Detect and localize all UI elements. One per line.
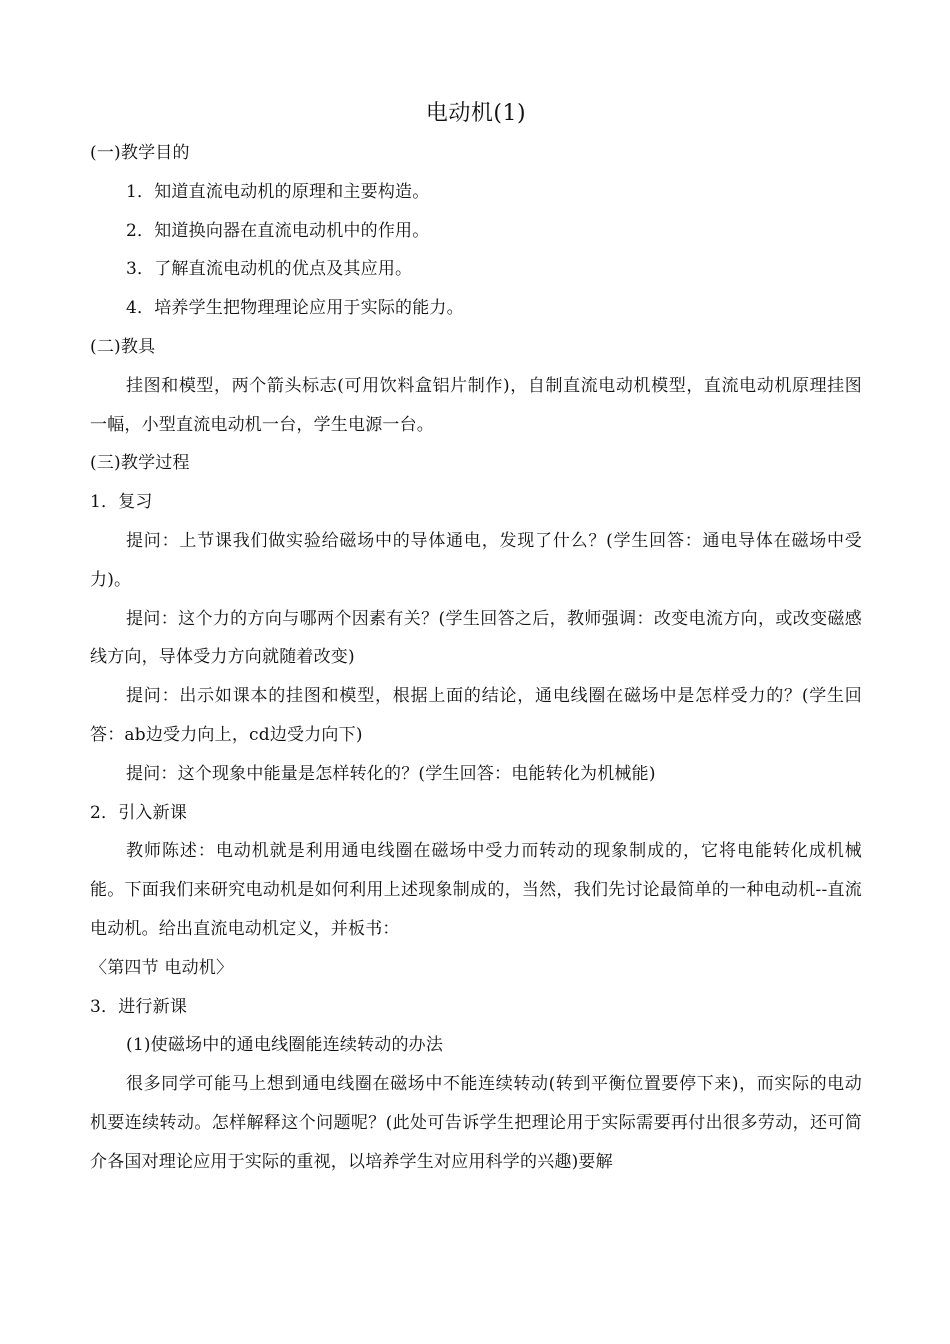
- objective-item: 4．培养学生把物理理论应用于实际的能力。: [126, 298, 464, 319]
- tools-paragraph: 挂图和模型，两个箭头标志(可用饮料盒铝片制作)，自制直流电动机模型，直流电动机原理挂图一幅，小型直流电动机一台，学生电源一台。: [90, 375, 862, 435]
- intro-heading: 2．引入新课: [90, 802, 188, 823]
- review-paragraph: 提问：上节课我们做实验给磁场中的导体通电，发现了什么？(学生回答：通电导体在磁场中受力)。: [90, 530, 862, 590]
- new-lesson-heading: 3．进行新课: [90, 996, 188, 1017]
- review-paragraph: 提问：这个力的方向与哪两个因素有关？(学生回答之后，教师强调：改变电流方向，或改变磁感线方向，导体受力方向就随着改变): [90, 608, 862, 668]
- board-note: 〈第四节 电动机〉: [90, 957, 234, 978]
- document-page: [90, 96, 862, 1182]
- document-title: 电动机(1): [425, 101, 527, 126]
- review-heading: 1．复习: [90, 492, 153, 513]
- review-paragraph: 提问：这个现象中能量是怎样转化的？(学生回答：电能转化为机械能): [126, 763, 656, 784]
- review-paragraph: 提问：出示如课本的挂图和模型，根据上面的结论，通电线圈在磁场中是怎样受力的？(学生回答：ab边受力向上，cd边受力向下): [90, 686, 862, 745]
- objective-item: 2．知道换向器在直流电动机中的作用。: [126, 220, 430, 241]
- section-heading-tools: (二)教具: [90, 336, 156, 357]
- new-lesson-paragraph: 很多同学可能马上想到通电线圈在磁场中不能连续转动(转到平衡位置要停下来)，而实际的电动机要连续转动。怎样解释这个问题呢？(此处可告诉学生把理论用于实际需要再付出很多劳动，还可简介各国对理论应用于实际的重视，以培养学生对应用科学的兴趣)要解: [90, 1074, 862, 1172]
- objective-item: 1．知道直流电动机的原理和主要构造。: [126, 181, 430, 202]
- objective-item: 3．了解直流电动机的优点及其应用。: [126, 259, 413, 280]
- sub-heading: (1)使磁场中的通电线圈能连续转动的办法: [126, 1035, 444, 1056]
- section-heading-objectives: (一)教学目的: [90, 143, 190, 163]
- intro-paragraph: 教师陈述：电动机就是利用通电线圈在磁场中受力而转动的现象制成的，它将电能转化成机械能。下面我们来研究电动机是如何利用上述现象制成的，当然，我们先讨论最简单的一种电动机--直流电动机。给出直流电动机定义，并板书：: [90, 841, 862, 939]
- section-heading-process: (三)教学过程: [90, 453, 190, 474]
